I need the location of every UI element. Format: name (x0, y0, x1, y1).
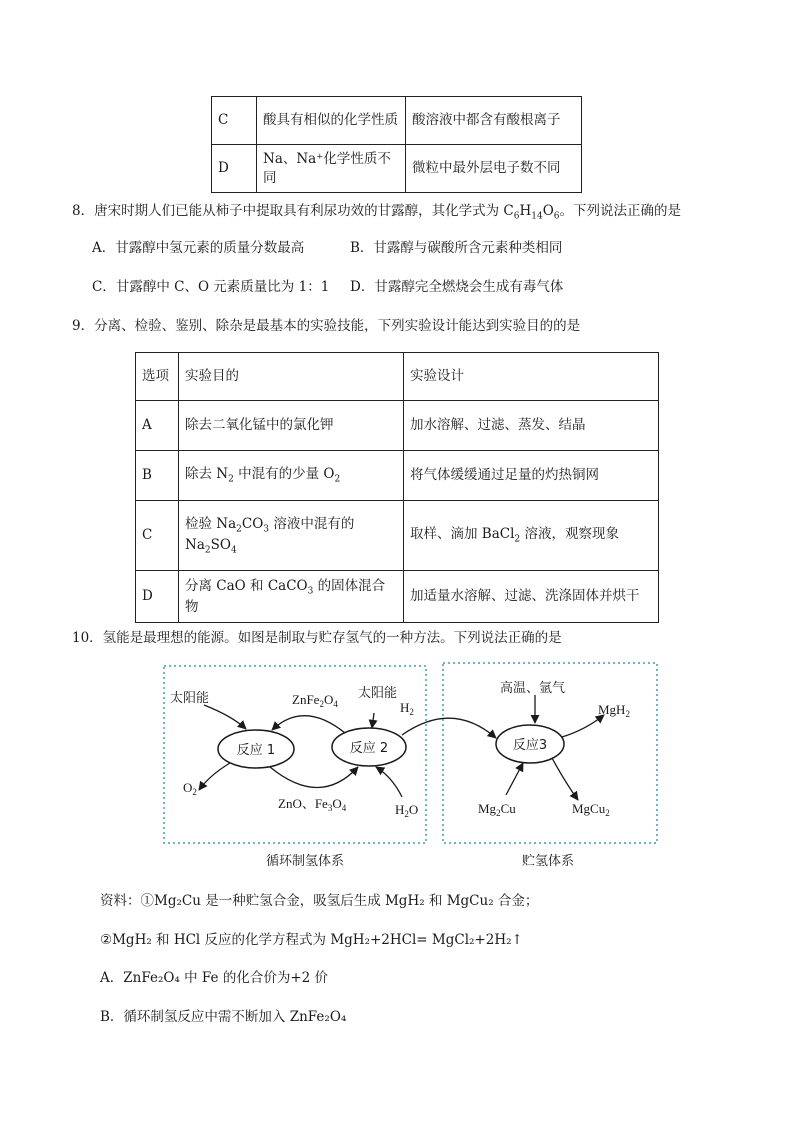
row-key: D (136, 571, 179, 623)
q10-option-a[interactable]: A．ZnFe₂O₄ 中 Fe 的化合价为+2 价 (100, 970, 329, 986)
solar-energy-label-2: 太阳能 (358, 686, 398, 701)
h2-label: $H_2$ (400, 700, 414, 717)
high-temp-argon-label: 高温、氩气 (500, 681, 566, 696)
arrow-r3-to-mgh2 (562, 715, 604, 737)
znfe2o4-label: $ZnFe_2O_4$ (292, 692, 338, 709)
explanation-cell: 微粒中最外层电子数不同 (406, 145, 582, 193)
q10-note-2: ②MgH₂ 和 HCl 反应的化学方程式为 MgH₂+2HCl= MgCl₂+2H₂↑ (100, 932, 523, 948)
mgcu2-label: MgCu$_2$ (572, 801, 610, 818)
reaction-2-label: 反应 2 (349, 741, 389, 756)
solar-energy-label-1: 太阳能 (170, 691, 210, 706)
storage-system-caption: 贮氢体系 (521, 854, 575, 869)
cycle-system-caption: 循环制氢体系 (265, 854, 345, 869)
arrow-r3-to-mgcu2 (552, 758, 578, 800)
question-9-stem: 9．分离、检验、鉴别、除杂是最基本的实验技能，下列实验设计能达到实验目的的是 (72, 318, 581, 334)
arrow-sun-to-r2 (372, 713, 374, 728)
design-cell: 加水溶解、过滤、蒸发、结晶 (404, 401, 659, 451)
question-10-stem: 10．氢能是最理想的能源。如图是制取与贮存氢气的一种方法。下列说法正确的是 (72, 630, 562, 646)
arrow-h2o-to-r2 (376, 767, 402, 797)
reaction-3-label: 反应3 (512, 738, 548, 753)
row-key: C (136, 501, 179, 571)
question-8-stem: 8．唐宋时期人们已能从柿子中提取具有利尿功效的甘露醇，其化学式为 $C_6H_{14}O_6$。下列说法正确的是 (72, 203, 681, 222)
q10-option-b[interactable]: B．循环制氢反应中需不断加入 ZnFe₂O₄ (100, 1009, 347, 1025)
arrow-r2-to-r3 (402, 718, 496, 738)
arrow-mg2cu-to-r3 (506, 763, 523, 795)
arrow-sun-to-r1 (204, 705, 246, 729)
purpose-cell: 检验 $Na_2CO_3$ 溶液中混有的 $Na_2SO_4$ (179, 501, 404, 571)
explanation-cell: 酸溶液中都含有酸根离子 (406, 97, 582, 145)
design-cell: 加适量水溶解、过滤、洗涤固体并烘干 (404, 571, 659, 623)
row-key: C (212, 97, 257, 145)
mgh2-label: MgH$_2$ (598, 702, 630, 719)
header-option: 选项 (136, 353, 179, 401)
design-cell: 将气体缓缓通过足量的灼热铜网 (404, 451, 659, 501)
arrow-r2-to-r1 (272, 716, 345, 733)
row-key: B (136, 451, 179, 501)
arrow-r1-to-r2 (270, 767, 358, 788)
purpose-cell: 除去 $N_2$ 中混有的少量 $O_2$ (179, 451, 404, 501)
row-key: A (136, 401, 179, 451)
phenomenon-cell: Na、Na⁺化学性质不同 (257, 145, 406, 193)
mg2cu-label: $Mg_2Cu$ (478, 801, 516, 818)
header-design: 实验设计 (404, 353, 659, 401)
phenomenon-cell: 酸具有相似的化学性质 (257, 97, 406, 145)
q8-option-c[interactable]: C．甘露醇中 C、O 元素质量比为 1：1 (92, 279, 330, 295)
zno-fe3o4-label: ZnO、$Fe_3O_4$ (278, 796, 347, 813)
arrow-r1-to-o2 (199, 763, 230, 790)
header-purpose: 实验目的 (179, 353, 404, 401)
design-cell: 取样、滴加 BaCl$_2$ 溶液，观察现象 (404, 501, 659, 571)
q10-note-1: 资料：①Mg₂Cu 是一种贮氢合金，吸氢后生成 MgH₂ 和 MgCu₂ 合金； (100, 893, 539, 909)
h2o-label: $H_2O$ (395, 802, 419, 819)
o2-label: $O_2$ (183, 780, 197, 797)
q8-option-d[interactable]: D．甘露醇完全燃烧会生成有毒气体 (350, 279, 564, 295)
q8-option-b[interactable]: B．甘露醇与碳酸所含元素种类相同 (350, 240, 563, 256)
purpose-cell: 分离 CaO 和 CaCO$_3$ 的固体混合物 (179, 571, 404, 623)
row-key: D (212, 145, 257, 193)
purpose-cell: 除去二氧化锰中的氯化钾 (179, 401, 404, 451)
q8-option-a[interactable]: A．甘露醇中氢元素的质量分数最高 (92, 240, 305, 256)
reaction-1-label: 反应 1 (236, 743, 276, 758)
